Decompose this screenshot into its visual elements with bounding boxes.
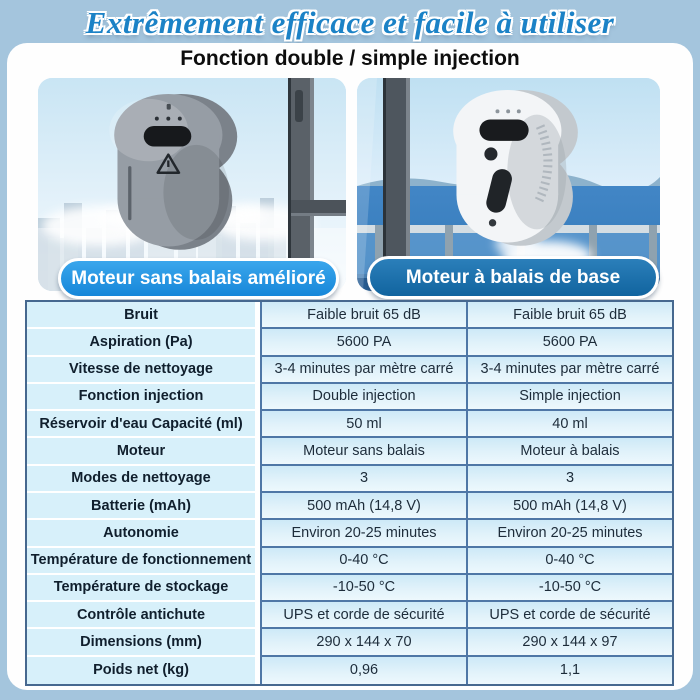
spec-comparison-table [25, 300, 674, 686]
section-subtitle: Fonction double / simple injection [180, 47, 520, 70]
sensor-window [479, 120, 528, 141]
sensor-window [144, 126, 192, 147]
page-title: Extrêmement efficace et facile à utiliser [85, 5, 615, 40]
spec-value-brushed: Faible bruit 65 dB [466, 302, 672, 329]
spec-value-brushed: Environ 20-25 minutes [466, 520, 672, 547]
spec-value-brushless: Faible bruit 65 dB [260, 302, 466, 329]
spec-value-brushed: UPS et corde de sécurité [466, 602, 672, 629]
window-handle [295, 90, 303, 122]
spec-value-brushed: Moteur à balais [466, 438, 672, 465]
spec-value-brushed: 290 x 144 x 97 [466, 629, 672, 656]
spec-value-brushless: 5600 PA [260, 329, 466, 356]
spec-label: Bruit [27, 302, 260, 329]
spec-value-brushless: Environ 20-25 minutes [260, 520, 466, 547]
spec-value-brushless: -10-50 °C [260, 575, 466, 602]
spec-value-brushed: Simple injection [466, 384, 672, 411]
robot-body-white [453, 90, 578, 246]
badge-brushless-motor: Moteur sans balais amélioré [58, 258, 339, 299]
camera-button [484, 147, 497, 160]
spec-value-brushless: Moteur sans balais [260, 438, 466, 465]
side-slit [128, 166, 131, 220]
spec-label: Fonction injection [27, 384, 260, 411]
spec-value-brushless: Double injection [260, 384, 466, 411]
spec-value-brushed: 1,1 [466, 657, 672, 684]
spec-label: Batterie (mAh) [27, 493, 260, 520]
spec-label: Vitesse de nettoyage [27, 357, 260, 384]
spec-value-brushed: 500 mAh (14,8 V) [466, 493, 672, 520]
robot-body-gray [109, 94, 237, 250]
spec-label: Dimensions (mm) [27, 629, 260, 656]
spec-value-brushless: 50 ml [260, 411, 466, 438]
spec-value-brushless: 0-40 °C [260, 548, 466, 575]
spec-label: Aspiration (Pa) [27, 329, 260, 356]
spec-label: Température de fonctionnement [27, 548, 260, 575]
spec-label: Autonomie [27, 520, 260, 547]
power-button [167, 104, 171, 110]
spec-value-brushed: 40 ml [466, 411, 672, 438]
spec-value-brushless: 500 mAh (14,8 V) [260, 493, 466, 520]
badge-brushed-motor: Moteur à balais de base [367, 256, 659, 299]
spec-value-brushed: 0-40 °C [466, 548, 672, 575]
spec-value-brushless: 0,96 [260, 657, 466, 684]
spec-value-brushless: 3-4 minutes par mètre carré [260, 357, 466, 384]
body-shadow [163, 145, 229, 240]
spec-label: Température de stockage [27, 575, 260, 602]
spec-value-brushless: 290 x 144 x 70 [260, 629, 466, 656]
spec-value-brushed: -10-50 °C [466, 575, 672, 602]
spec-value-brushed: 3-4 minutes par mètre carré [466, 357, 672, 384]
spec-value-brushed: 5600 PA [466, 329, 672, 356]
spec-label: Modes de nettoyage [27, 466, 260, 493]
spec-label: Poids net (kg) [27, 657, 260, 684]
spec-label: Réservoir d'eau Capacité (ml) [27, 411, 260, 438]
nozzle-dot [489, 219, 496, 226]
spec-value-brushed: 3 [466, 466, 672, 493]
spec-label: Moteur [27, 438, 260, 465]
spec-value-brushless: 3 [260, 466, 466, 493]
spec-value-brushless: UPS et corde de sécurité [260, 602, 466, 629]
spec-label: Contrôle antichute [27, 602, 260, 629]
